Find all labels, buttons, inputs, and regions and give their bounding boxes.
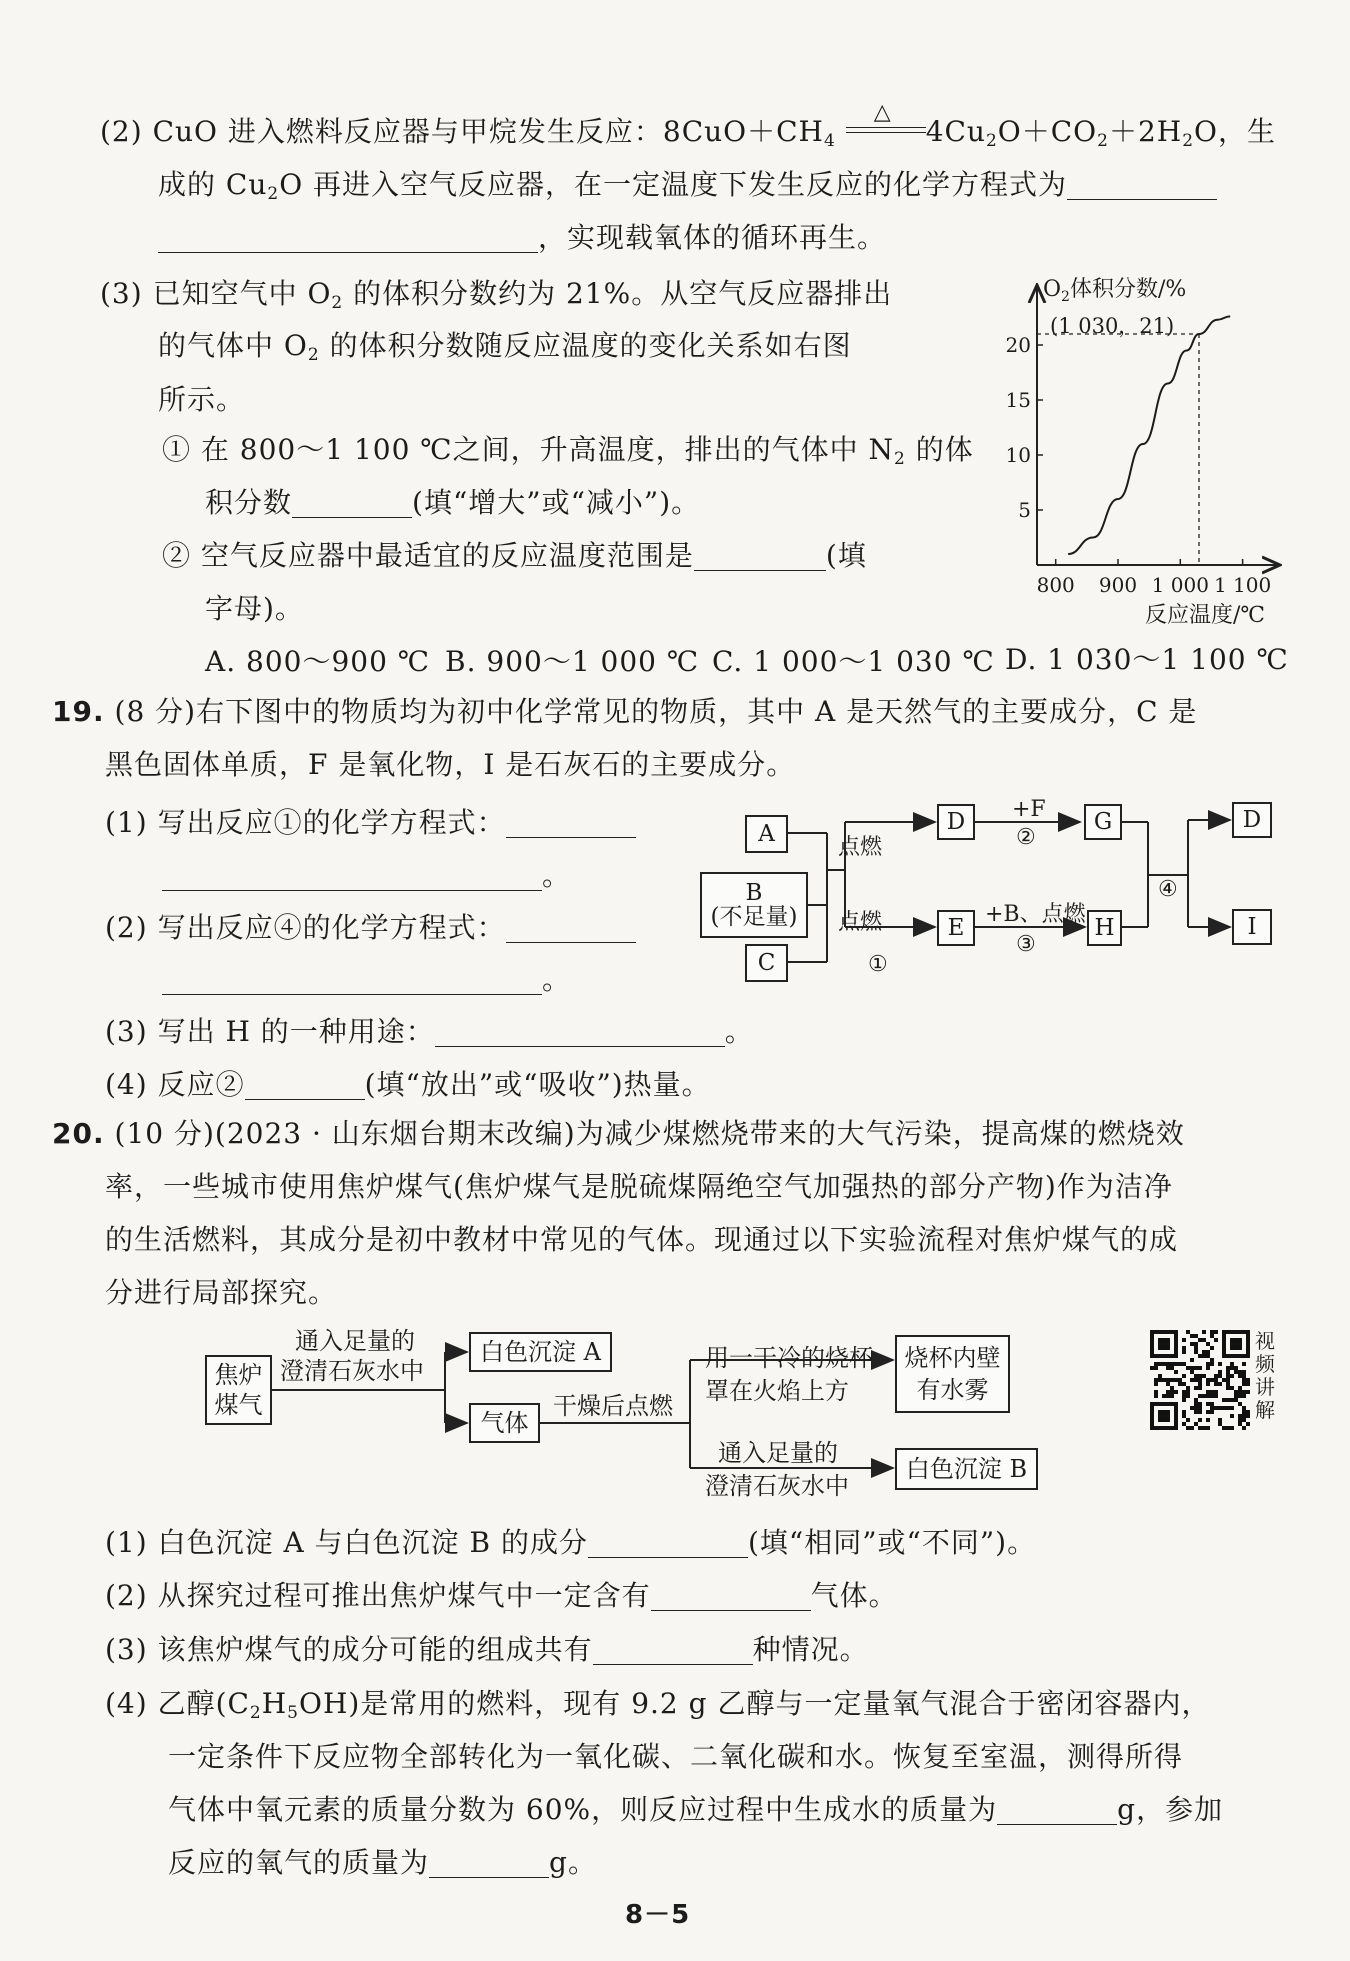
node-d2: D — [1232, 802, 1272, 838]
gas-box: 气体 — [469, 1403, 540, 1443]
q20-p4-line1: (4) 乙醇$(C_2H_5OH)$是常用的燃料，现有 9.2 g 乙醇与一定量氧气混合于密闭容器内， — [105, 1687, 1211, 1723]
label-reaction-1: ① — [868, 952, 888, 977]
q19-p4: (4) 反应② (填“放出”或“吸收”)热量。 — [105, 1068, 711, 1101]
q18-option-b: B. 900～1 000 ℃ — [445, 645, 700, 678]
q18-option-c: C. 1 000～1 030 ℃ — [712, 645, 995, 678]
label-reaction-4: ④ — [1158, 877, 1178, 902]
q19-p2: (2) 写出反应④的化学方程式： — [105, 908, 636, 948]
q18-p3-line2: 的气体中 $O_2$ 的体积分数随反应温度的变化关系如右图 — [158, 329, 852, 365]
node-d: D — [937, 804, 975, 840]
q18-option-a: A. 800～900 ℃ — [205, 645, 431, 678]
q18-p3-line1: (3) 已知空气中 $O_2$ 的体积分数约为 21%。从空气反应器排出 — [100, 277, 893, 313]
label-limewater-1a: 通入足量的 — [295, 1327, 415, 1355]
label-beaker-1: 用一干冷的烧杯 — [705, 1344, 873, 1372]
label-reaction-2: ② — [1016, 825, 1036, 850]
chart-y-tick-label: 10 — [1005, 443, 1031, 467]
label-ignite-1: 点燃 — [838, 835, 883, 860]
label-plus-b-ignite: +B、点燃 — [985, 902, 1086, 927]
q20-p4-line3: 气体中氧元素的质量分数为 60%，则反应过程中生成水的质量为 g，参加 — [168, 1793, 1224, 1826]
node-a: A — [745, 815, 788, 853]
water-mist-box: 烧杯内壁 有水雾 — [895, 1335, 1010, 1413]
q18-option-d: D. 1 030～1 100 ℃ — [1005, 643, 1289, 676]
qr-code-icon[interactable] — [1150, 1330, 1250, 1434]
q20-line2: 率，一些城市使用焦炉煤气(焦炉煤气是脱硫煤隔绝空气加强热的部分产物)作为洁净 — [105, 1170, 1173, 1203]
node-i: I — [1232, 909, 1272, 945]
label-limewater-1b: 澄清石灰水中 — [280, 1357, 424, 1385]
chart-x-tick-label: 900 — [1098, 573, 1138, 597]
q19-p2-line2: 。 — [162, 960, 571, 1000]
chart-y-tick-label: 15 — [1005, 388, 1031, 412]
chart-y-tick-label: 5 — [1018, 498, 1031, 522]
white-precipitate-a-box: 白色沉淀 A — [469, 1332, 612, 1372]
label-plus-f: +F — [1012, 797, 1046, 822]
q19-line2: 黑色固体单质，F 是氧化物，I 是石灰石的主要成分。 — [105, 748, 796, 781]
label-limewater-2a: 通入足量的 — [718, 1439, 838, 1467]
node-g: G — [1084, 804, 1122, 840]
answer-blank[interactable] — [593, 1634, 753, 1665]
reaction-condition-heat: △ — [846, 115, 926, 145]
q20-p4-line4: 反应的氧气的质量为 g。 — [168, 1846, 597, 1879]
q19-p1-line2: 。 — [162, 856, 571, 896]
label-ignite-2: 点燃 — [838, 910, 883, 935]
q20-p4-line2: 一定条件下反应物全部转化为一氧化碳、二氧化碳和水。恢复至室温，测得所得 — [168, 1740, 1184, 1773]
label-reaction-3: ③ — [1016, 932, 1036, 957]
q18-p2-line3: ，实现载氧体的循环再生。 — [158, 218, 886, 258]
answer-blank[interactable] — [997, 1794, 1117, 1825]
q20-p1: (1) 白色沉淀 A 与白色沉淀 B 的成分 (填“相同”或“不同”)。 — [105, 1526, 1037, 1559]
node-h: H — [1087, 910, 1122, 946]
label-beaker-2: 罩在火焰上方 — [705, 1377, 849, 1405]
label-dry-ignite: 干燥后点燃 — [553, 1392, 673, 1420]
q18-p3-line3: 所示。 — [158, 383, 246, 416]
answer-blank[interactable] — [588, 1527, 748, 1558]
answer-blank[interactable] — [651, 1580, 811, 1611]
label-limewater-2b: 澄清石灰水中 — [705, 1472, 849, 1500]
q19-p3: (3) 写出 H 的一种用途： 。 — [105, 1015, 754, 1048]
q20-p3: (3) 该焦炉煤气的成分可能的组成共有 种情况。 — [105, 1633, 869, 1666]
q18-p2-line1: (2) CuO 进入燃料反应器与甲烷发生反应：$8CuO+CH_4$ △ $4Cu_2O+CO_2+2H_2O$，生 — [100, 100, 1276, 151]
node-b: B (不足量) — [700, 872, 808, 938]
chart-x-tick-label: 1 000 — [1151, 573, 1209, 597]
chart-y-tick-label: 20 — [1005, 333, 1031, 357]
q19-number: 19. — [52, 695, 105, 728]
page-number: 8－5 — [625, 1900, 691, 1930]
q18-s2-line1: ② 空气反应器中最适宜的反应温度范围是 (填 — [162, 539, 867, 572]
q18-p2-line2: 成的 $Cu_2O$ 再进入空气反应器，在一定温度下发生反应的化学方程式为 — [158, 165, 1217, 214]
answer-blank[interactable] — [429, 1847, 549, 1878]
q18-s1-line1: ① 在 800～1 100 ℃之间，升高温度，排出的气体中 $N_2$ 的体 — [162, 433, 974, 469]
q18-s2-line2: 字母)。 — [205, 592, 304, 625]
node-c: C — [745, 944, 788, 982]
node-e: E — [937, 910, 975, 946]
q20-line3: 的生活燃料，其成分是初中教材中常见的气体。现通过以下实验流程对焦炉煤气的成 — [105, 1223, 1179, 1256]
chart-ylabel: $O_2$体积分数/% — [1043, 277, 1187, 305]
chart-x-tick-label: 1 100 — [1213, 573, 1272, 597]
chart-xlabel: 反应温度/℃ — [1145, 603, 1266, 628]
q19-p1: (1) 写出反应①的化学方程式： — [105, 803, 636, 843]
q18-s1-line2: 积分数 (填“增大”或“减小”)。 — [205, 486, 701, 519]
video-explanation-label: 视 频 讲 解 — [1255, 1329, 1275, 1422]
q20-number: 20. — [52, 1117, 105, 1150]
q20-p2: (2) 从探究过程可推出焦炉煤气中一定含有 气体。 — [105, 1579, 898, 1612]
coke-oven-gas-box: 焦炉 煤气 — [205, 1355, 272, 1425]
q19-line1: 19. (8 分)右下图中的物质均为初中化学常见的物质，其中 A 是天然气的主要成分，C 是 — [52, 695, 1198, 728]
white-precipitate-b-box: 白色沉淀 B — [895, 1448, 1038, 1490]
q20-line4: 分进行局部探究。 — [105, 1276, 338, 1309]
chart-annotation: (1 030，21) — [1050, 314, 1175, 338]
chart-x-tick-label: 800 — [1036, 573, 1075, 597]
q20-line1: 20. (10 分)(2023 · 山东烟台期末改编)为减少煤燃烧带来的大气污染，提高煤的燃烧效 — [52, 1117, 1185, 1150]
